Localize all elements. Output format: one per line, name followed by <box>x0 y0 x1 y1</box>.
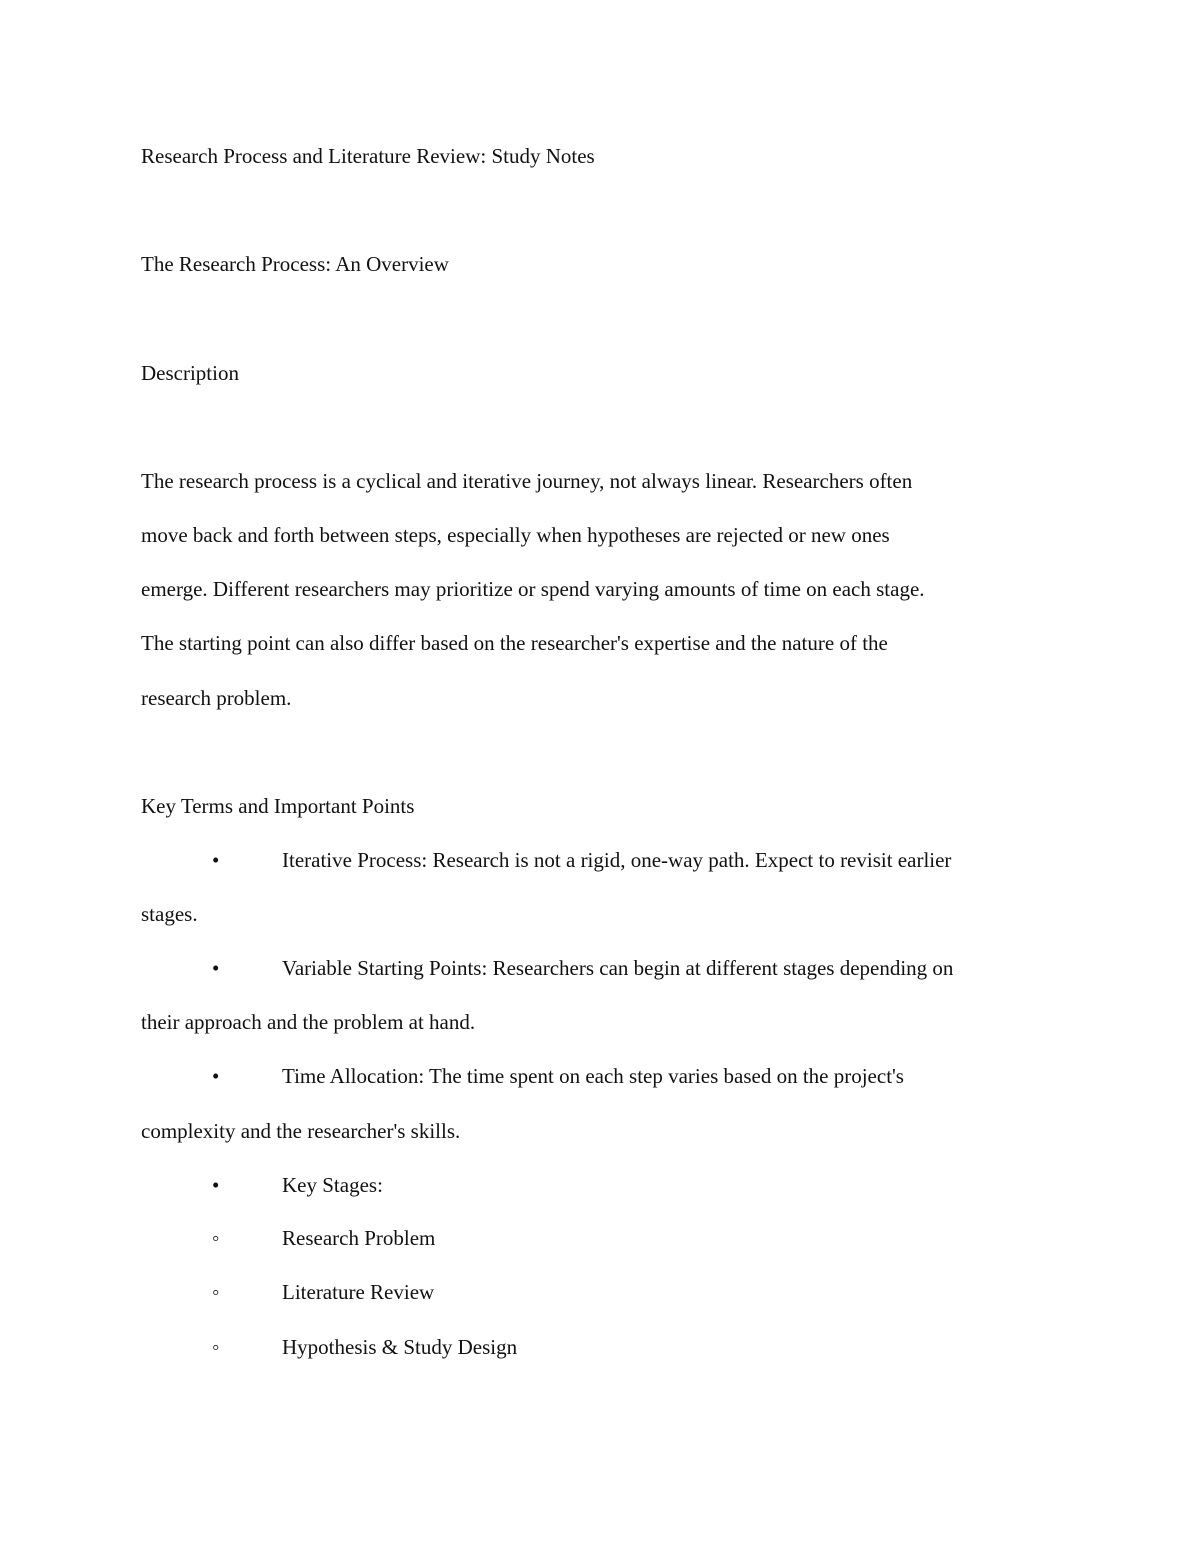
bullet-marker: • <box>212 956 220 980</box>
bullet-continuation: complexity and the researcher's skills. <box>141 1119 461 1143</box>
bullet-marker: • <box>212 848 220 872</box>
description-line: The starting point can also differ based on the researcher's expertise and the nature of the <box>141 631 888 655</box>
description-line: The research process is a cyclical and iterative journey, not always linear. Researchers often <box>141 469 913 493</box>
bullet-text: Time Allocation: The time spent on each step varies based on the project's <box>282 1064 904 1088</box>
description-line: emerge. Different researchers may prioritize or spend varying amounts of time on each stage. <box>141 577 925 601</box>
bullet-text: Key Stages: <box>282 1173 383 1197</box>
description-heading: Description <box>141 361 239 385</box>
bullet-text: Iterative Process: Research is not a rigid, one-way path. Expect to revisit earlier <box>282 848 952 872</box>
bullet-marker: • <box>212 1064 220 1088</box>
sub-bullet-marker: ◦ <box>212 1335 220 1359</box>
section-heading: The Research Process: An Overview <box>141 252 449 276</box>
sub-bullet-text: Hypothesis & Study Design <box>282 1335 518 1359</box>
bullet-marker: • <box>212 1173 220 1197</box>
description-line: move back and forth between steps, especially when hypotheses are rejected or new ones <box>141 523 890 547</box>
description-line: research problem. <box>141 686 292 710</box>
sub-bullet-marker: ◦ <box>212 1226 220 1250</box>
sub-bullet-marker: ◦ <box>212 1280 220 1304</box>
bullet-continuation: their approach and the problem at hand. <box>141 1010 476 1034</box>
bullet-continuation: stages. <box>141 902 198 926</box>
key-terms-heading: Key Terms and Important Points <box>141 794 415 818</box>
sub-bullet-text: Literature Review <box>282 1280 435 1304</box>
document-title: Research Process and Literature Review: Study Notes <box>141 144 595 168</box>
sub-bullet-text: Research Problem <box>282 1226 436 1250</box>
bullet-text: Variable Starting Points: Researchers can begin at different stages depending on <box>282 956 954 980</box>
